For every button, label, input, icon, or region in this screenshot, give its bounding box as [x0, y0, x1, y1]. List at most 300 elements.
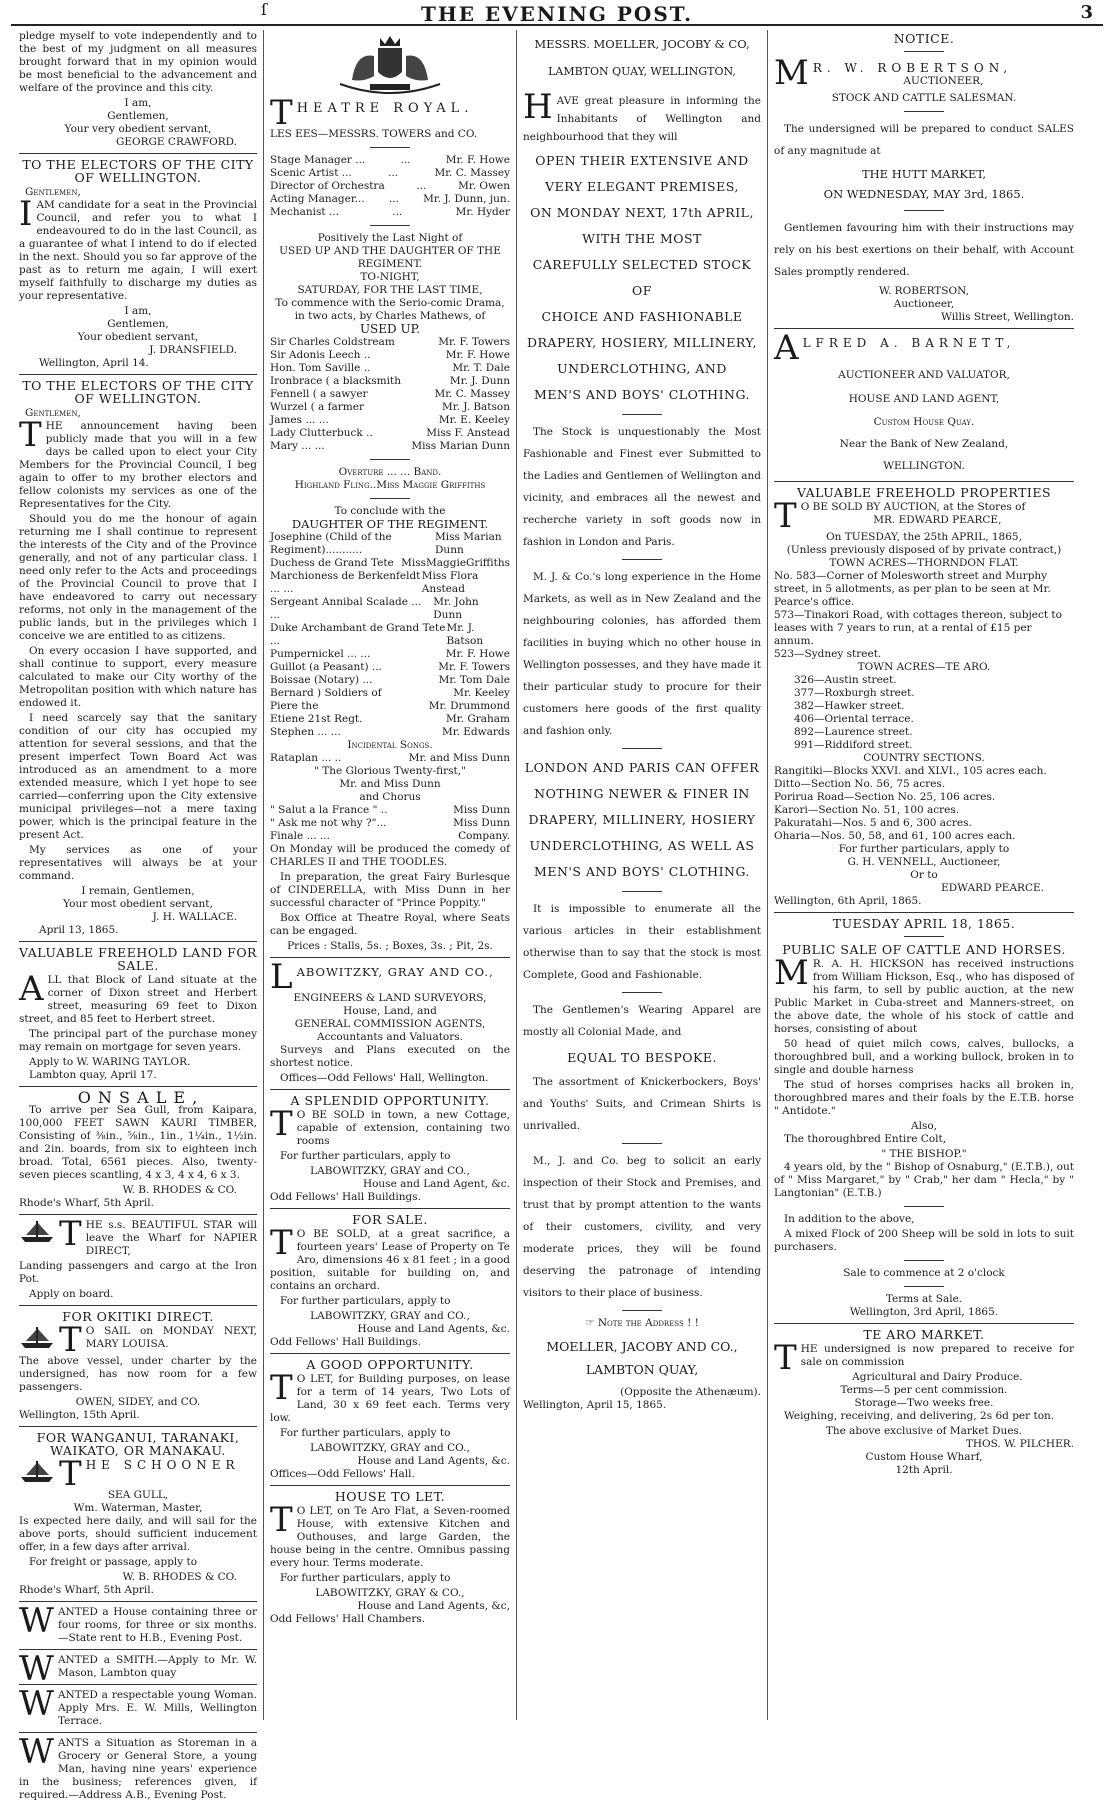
cast-row-cell: Etiene 21st Regt. — [270, 713, 363, 725]
drop-cap: W — [19, 1601, 54, 1641]
barnett-heading: LFRED A. BARNETT, — [802, 336, 1016, 350]
market-text: The above exclusive of Market Dues. — [825, 1425, 1023, 1437]
drop-cap: M — [774, 53, 809, 93]
wallace-signature: J. H. WALLACE. — [152, 911, 237, 923]
freehold-street: 382—Hawker street. — [794, 700, 905, 712]
cast-row — [270, 440, 510, 453]
robertson-line: STOCK AND CATTLE SALESMAN. — [831, 92, 1017, 104]
moeller-advert — [523, 38, 761, 1412]
dransfield-date: Wellington, April 14. — [39, 357, 149, 369]
dransfield-heading: TO THE ELECTORS OF THE CITY OF WELLINGTON. — [22, 157, 254, 185]
land-heading: VALUABLE FREEHOLD LAND FOR SALE. — [19, 945, 257, 973]
agent-line: House and Land Agents, &c. — [357, 1455, 510, 1467]
staff-row-cell: Mechanist ... — [270, 206, 339, 218]
market-text: Storage—Two weeks free. — [854, 1397, 994, 1409]
okitiki-text: O SAIL on MONDAY NEXT, MARY LOUISA. — [85, 1325, 257, 1350]
labowitzky-line: GENERAL COMMISSION AGENTS, — [294, 1018, 486, 1030]
cast-row-cell: Mr. Drummond — [428, 700, 510, 712]
moeller-headline: WITH THE MOST — [582, 231, 702, 246]
cast-row-cell: Mr. Graham — [446, 713, 510, 725]
overture-line: Overture ... ... Band. — [338, 466, 442, 478]
robertson-text: The undersigned will be prepared to conduct SALES of any magnitude at — [774, 123, 1074, 157]
staff-row — [270, 193, 510, 206]
drop-cap: T — [270, 1500, 293, 1540]
forsale-heading: FOR SALE. — [352, 1212, 428, 1227]
robertson-signature: Auctioneer, — [893, 298, 955, 310]
agent-line: Odd Fellows' Hall Buildings. — [270, 1336, 421, 1348]
wanganui-text: For freight or passage, apply to — [29, 1556, 198, 1568]
column-4 — [768, 30, 1080, 1720]
freehold-street: 892—Laurence street. — [794, 726, 913, 738]
ship-master: Wm. Waterman, Master, — [73, 1502, 203, 1514]
drop-cap: T — [774, 496, 797, 536]
cast-row-cell: Sir Charles Coldstream — [270, 336, 395, 348]
land-advert — [19, 946, 257, 1082]
agent-line: LABOWITZKY, GRAY and CO., — [310, 1310, 470, 1322]
wanted-woman — [19, 1684, 257, 1728]
cast-row — [270, 375, 510, 388]
agent-line: House and Land Agents, &c. — [357, 1323, 510, 1335]
moeller-signature: MOELLER, JACOBY AND CO., — [546, 1339, 738, 1354]
staff-row-cell: ... — [388, 167, 399, 179]
wallace-heading: TO THE ELECTORS OF THE CITY OF WELLINGTON. — [22, 378, 254, 406]
wallace-advert — [19, 379, 257, 937]
freehold-item: 523—Sydney street. — [774, 648, 882, 660]
labowitzky-line: Accountants and Valuators. — [316, 1031, 463, 1043]
forsale-advert — [270, 1213, 510, 1349]
wanted-text: ANTS a Situation as Storeman in a Grocery or General Store, a young Man, having nine years' experience in the business; references given, if required.—Address A.B., Evening Post. — [19, 1737, 257, 1801]
close-line: I am, — [124, 305, 152, 317]
song-row-cell: " Salut a la France " .. — [270, 804, 388, 816]
wanganui-address: Rhode's Wharf, 5th April. — [19, 1584, 154, 1596]
wallace-paragraph: My services as one of your representatives will always be at your command. — [19, 844, 257, 882]
market-text: Agricultural and Dairy Produce. — [852, 1371, 1023, 1383]
staff-row-cell: Acting Manager... — [270, 193, 365, 205]
moeller-paragraph: The assortment of Knickerbockers, Boys' and Youths' Suits, and Crimean Shirts is unrivalled. — [523, 1076, 761, 1132]
cast-row-cell: Duke Archambant de Grand Tete ... — [270, 622, 446, 647]
napier-text: Landing passengers and cargo at the Iron Pot. — [19, 1260, 257, 1285]
staff-row-cell: Scenic Artist ... — [270, 167, 352, 179]
hickson-text: R. A. H. HICKSON has received instructions from William Hickson, Esq., who has disposed of his farm, to sell by public auction, at the new Public Market in Cuba-street and Manners-street, on the above date, the whole of his stock of cattle and horses, consisting of about — [774, 958, 1074, 1035]
agent-line: House and Land Agents, &c, — [357, 1600, 510, 1612]
barnett-line: AUCTIONEER AND VALUATOR, — [838, 369, 1010, 381]
pointing-hand-icon: ☞ — [585, 1317, 595, 1329]
splendid-heading: A SPLENDID OPPORTUNITY. — [290, 1093, 490, 1108]
crawford-close3: Your very obedient servant, — [64, 123, 212, 135]
land-text: The principal part of the purchase money may remain on mortgage for seven years. — [19, 1028, 257, 1053]
freehold-line: (Unless previously disposed of by private contract,) — [786, 544, 1062, 556]
cast-row-cell: Mary ... ... — [270, 440, 325, 452]
song-row-cell: Finale ... ... — [270, 830, 330, 842]
cast-row-cell: James ... ... — [270, 414, 329, 426]
moeller-headline: DRAPERY, HOSIERY, MILLINERY, — [527, 335, 757, 350]
moeller-paragraph: It is impossible to enumerate all the various articles in their establishment otherwise than to say that the stock is most Complete, Good and Fashionable. — [523, 903, 761, 981]
land-apply: Apply to W. WARING TAYLOR. — [29, 1056, 191, 1068]
market-text: Weighing, receiving, and delivering, 2s 6d per ton. — [784, 1410, 1055, 1422]
okitiki-date: Wellington, 15th April. — [19, 1409, 140, 1421]
okitiki-text: The above vessel, under charter by the undersigned, has now room for a few passengers. — [19, 1355, 257, 1393]
cast-row-cell: MissMaggieGriffiths — [401, 557, 510, 569]
barnett-line: WELLINGTON. — [883, 460, 965, 472]
robertson-line: ON WEDNESDAY, MAY 3rd, 1865. — [823, 187, 1025, 201]
wanted-smith — [19, 1649, 257, 1689]
labowitzky-text: Surveys and Plans executed on the shortest notice. — [270, 1044, 510, 1069]
wanted-text: ANTED a House containing three or four rooms, for three or six months.—State rent to H.B., Evening Post. — [57, 1606, 257, 1644]
cast-row — [270, 713, 510, 726]
freehold-section: Rangitiki—Blocks XXVI. and XLVI., 105 acres each. — [774, 765, 1047, 777]
ship-icon — [19, 1325, 55, 1349]
market-advert — [774, 1328, 1074, 1477]
cast-row — [270, 401, 510, 414]
labowitzky-line: ENGINEERS & LAND SURVEYORS, — [293, 992, 487, 1004]
theatre-monday: On Monday will be produced the comedy of CHARLES II and THE TOODLES. — [270, 843, 510, 868]
onsale-signature: W. B. RHODES & CO. — [122, 1184, 237, 1196]
hickson-heading: PUBLIC SALE OF CATTLE AND HORSES. — [782, 942, 1066, 957]
close-line: I remain, Gentlemen, — [81, 885, 195, 897]
labowitzky-advert — [270, 957, 510, 1085]
market-text: Terms—5 per cent commission. — [840, 1384, 1008, 1396]
robertson-signature: W. ROBERTSON, — [879, 285, 969, 297]
onsale-heading: O N S A L E , — [77, 1088, 199, 1107]
drop-cap: T — [270, 1223, 293, 1263]
staff-row — [270, 154, 510, 167]
song-row-cell: Miss Dunn — [453, 804, 510, 816]
splendid-text: For further particulars, apply to — [280, 1150, 451, 1162]
freehold-line: O BE SOLD BY AUCTION, at the Stores of — [800, 501, 1026, 513]
cast-row — [270, 726, 510, 739]
agent-line: LABOWITZKY, GRAY and CO., — [310, 1165, 470, 1177]
moeller-paragraph: The Gentlemen's Wearing Apparel are mostly all Colonial Made, and — [523, 1004, 761, 1038]
staff-row-cell: ... — [388, 193, 399, 205]
cast-row-cell: Stephen ... ... — [270, 726, 341, 738]
moeller-headline: LONDON AND PARIS CAN OFFER — [524, 760, 760, 775]
staff-row-cell: Mr. C. Massey — [434, 167, 510, 179]
cast-row-cell: Josephine (Child of the Regiment)........... — [270, 531, 392, 556]
cast-row — [270, 570, 510, 596]
song-list — [270, 804, 510, 843]
cast-row-cell: Marchioness de Berkenfeldt ... ... — [270, 570, 421, 595]
robertson-text: Gentlemen favouring him with their instructions may rely on his best exertions on their behalf, with Account Sales promptly rendered. — [774, 222, 1074, 278]
cast-list — [270, 336, 510, 453]
moeller-headline: VERY ELEGANT PREMISES, — [545, 179, 739, 194]
drop-cap: L — [270, 957, 293, 997]
freehold-item: 573—Tinakori Road, with cottages thereon, subject to leases with 7 years to run, at a rental of £15 per annum. — [774, 609, 1062, 647]
good-text: For further particulars, apply to — [280, 1427, 451, 1439]
hickson-text: Also, — [911, 1120, 937, 1132]
staff-row-cell: Director of Orchestra — [270, 180, 385, 192]
cast-row-cell: Mr. T. Dale — [452, 362, 510, 374]
moeller-date: Wellington, April 15, 1865. — [523, 1399, 667, 1411]
cast-row — [270, 362, 510, 375]
wanganui-advert — [19, 1431, 257, 1597]
cast-row-cell: Mr. Keeley — [453, 687, 510, 699]
theatre-heading: HEATRE ROYAL. — [296, 101, 474, 116]
agent-line: Offices—Odd Fellows' Hall. — [270, 1468, 415, 1480]
freehold-agent: EDWARD PEARCE. — [941, 882, 1044, 894]
cast-row — [270, 427, 510, 440]
house-heading: HOUSE TO LET. — [334, 1489, 446, 1504]
song-performer: Mr. and Miss Dunn — [408, 752, 510, 764]
cast-row-cell: Wurzel ( a farmer — [270, 401, 364, 413]
hickson-text: A mixed Flock of 200 Sheep will be sold in lots to suit purchasers. — [774, 1228, 1074, 1253]
wallace-salute: Gentlemen, — [25, 407, 81, 419]
freehold-date: Wellington, 6th April, 1865. — [774, 895, 922, 907]
market-text: HE undersigned is now prepared to receive for sale on commission — [800, 1343, 1074, 1368]
dransfield-text: AM candidate for a seat in the Provincial Council, and refer you to what I endeavoured to do in the last Council, as a guarantee of what I intend to do if elected in the next. Should you so far approve of the past as to return me again, I will exert myself faithfully to discharge my duties as your representative. — [19, 199, 257, 302]
onsale-text: To arrive per Sea Gull, from Kaipara, 100,000 FEET SAWN KAURI TIMBER, Consisting of ⅜in., ⅝in., 1in., 1¼in., 1½in. and 2in. boards, from six to eighteen inch broad. Total, 6561 pieces. Also, twenty-seven pieces scantling, 4 x 3, 4 x 4, 6 x 3. — [19, 1104, 257, 1181]
firm-address: LAMBTON QUAY, WELLINGTON, — [548, 65, 736, 78]
moeller-headline: MEN'S AND BOYS' CLOTHING. — [534, 864, 750, 879]
robertson-advert — [774, 53, 1074, 324]
moeller-headline: CHOICE AND FASHIONABLE — [541, 309, 743, 324]
wallace-paragraph: HE announcement having been publicly made that you will in a few days be called upon to elect your City Members for the Provincial Council, I beg again to offer to my brother electors and fellow colonists my services as one of the Representatives for the City. — [19, 420, 257, 510]
cast-row — [270, 661, 510, 674]
cast-row-cell: Mr. Edwards — [441, 726, 510, 738]
drop-cap: T — [59, 1320, 82, 1360]
drop-cap: H — [523, 87, 553, 127]
hickson-date: TUESDAY APRIL 18, 1865. — [832, 916, 1016, 931]
cast-row-cell: Mr. J. Batson — [446, 622, 484, 647]
cast-row — [270, 596, 510, 622]
cast-row-cell: Mr. John Dunn — [433, 596, 479, 621]
moeller-headline: CAREFULLY SELECTED STOCK OF — [532, 257, 752, 298]
staff-row-cell: ... — [400, 154, 411, 166]
labowitzky-heading: ABOWITZKY, GRAY AND CO., — [296, 965, 494, 979]
song-row — [270, 804, 510, 817]
freehold-line: On TUESDAY, the 25th APRIL, 1865, — [826, 531, 1022, 543]
market-date: 12th April. — [895, 1464, 953, 1476]
wanganui-signature: W. B. RHODES & CO. — [122, 1571, 237, 1583]
cast-row-cell: Mr. J. Batson — [441, 401, 510, 413]
market-signature: THOS. W. PILCHER. — [965, 1438, 1074, 1450]
hickson-text: 50 head of quiet milch cows, calves, bullocks, a thoroughbred bull, and a working bullock, broken in to single and double harness — [774, 1038, 1074, 1076]
theatre-box: Box Office at Theatre Royal, where Seats can be engaged. — [270, 912, 510, 937]
freehold-section: Oharia—Nos. 50, 58, and 61, 100 acres each. — [774, 830, 1016, 842]
staff-row-cell: Mr. J. Dunn, jun. — [423, 193, 510, 205]
wallace-paragraph: On every occasion I have supported, and shall continue to support, every measure calculated to make our City worthy of the Metropolitan position with which nature has endowed it. — [19, 645, 257, 709]
cast-row-cell: Piere the — [270, 700, 319, 712]
theatre-notice: USED UP AND THE DAUGHTER OF THE REGIMENT. — [279, 245, 501, 270]
agent-line: LABOWITZKY, GRAY & CO., — [315, 1587, 465, 1599]
wallace-paragraph: Should you do me the honour of again returning me I shall continue to represent the interests of the City and of the Province generally, and not of any particular class. I need only refer to the Acts and proceedings of the Provincial Council to prove that I have endeavored to carry out necessary reforms, not only in the management of the public lands, but in the privileges which I conceive we are entitled to as citizens. — [19, 513, 257, 642]
page-mark: ſ — [261, 0, 267, 19]
cast-row — [270, 388, 510, 401]
drop-cap: A — [19, 969, 44, 1009]
moeller-headlines — [523, 148, 761, 408]
drop-cap: T — [59, 1454, 82, 1494]
crawford-text: pledge myself to vote independently and to the best of my judgment on all measures brought forward that in my opinion would be most beneficial to the advancement and welfare of the province and this city. — [19, 30, 257, 94]
cast-row-cell: Mr. F. Howe — [445, 349, 510, 361]
onsale-advert — [19, 1088, 257, 1210]
song-row-cell: " Ask me not why ?"... — [270, 817, 387, 829]
staff-row — [270, 206, 510, 219]
drop-cap: T — [59, 1214, 82, 1254]
freehold-sections — [774, 765, 1074, 843]
agent-line: Odd Fellows' Hall Buildings. — [270, 1191, 421, 1203]
staff-row-cell: Stage Manager ... — [270, 154, 366, 166]
freehold-line: TOWN ACRES—THORNDON FLAT. — [829, 557, 1019, 569]
moeller-headline: UNDERCLOTHING, AND — [557, 361, 727, 376]
close-line: Your most obedient servant, — [63, 898, 213, 910]
cast-row-cell: Lady Clutterbuck .. — [270, 427, 373, 439]
house-advert — [270, 1490, 510, 1626]
cast-row — [270, 648, 510, 661]
moeller-headline: MEN'S AND BOYS' CLOTHING. — [534, 387, 750, 402]
drop-cap: W — [19, 1732, 54, 1772]
drop-cap: W — [19, 1649, 54, 1689]
crawford-close: I am, — [124, 97, 152, 109]
wanganui-headline: HE SCHOONER — [85, 1458, 240, 1472]
wanted-text: ANTED a SMITH.—Apply to Mr. W. Mason, Lambton quay — [57, 1654, 257, 1679]
ship-icon — [19, 1219, 55, 1243]
staff-row-cell: ... — [416, 180, 427, 192]
hickson-text: The thoroughbred Entire Colt, — [784, 1133, 947, 1145]
freehold-section: Karori—Section No. 51, 100 acres. — [774, 804, 960, 816]
freehold-advert — [774, 486, 1074, 908]
drop-cap: I — [19, 194, 33, 234]
agent-line: LABOWITZKY, GRAY and CO., — [310, 1442, 470, 1454]
moeller-headline: ON MONDAY NEXT, 17th APRIL, — [530, 205, 754, 220]
address-note: Note the Address ! ! — [597, 1317, 699, 1329]
incidental-songs: Incidental Songs. — [347, 739, 433, 751]
crawford-advert — [19, 30, 257, 149]
column-1 — [13, 30, 264, 1801]
forsale-text: For further particulars, apply to — [280, 1295, 451, 1307]
land-text: LL that Block of Land situate at the corner of Dixon street and Herbert street, measuring 69 feet to Dixon street, and 85 feet to Herbert street. — [19, 974, 257, 1025]
theatre-saturday: SATURDAY, FOR THE LAST TIME, — [297, 284, 483, 296]
cast-row — [270, 674, 510, 687]
hickson-terms: Terms at Sale. — [885, 1293, 963, 1305]
staff-row — [270, 180, 510, 193]
barnett-line: HOUSE AND LAND AGENT, — [848, 393, 1000, 405]
good-text: O LET, for Building purposes, on lease for a term of 14 years, Two Lots of Land, 30 x 69 feet each. Terms very low. — [270, 1373, 510, 1424]
cast-row — [270, 557, 510, 570]
moeller-headline: NOTHING NEWER & FINER IN — [534, 786, 750, 801]
hickson-text: The stud of horses comprises hacks all broken in, thoroughbred mares and their foals by the E.T.B. horse " Antidote." — [774, 1079, 1074, 1117]
agent-line: Odd Fellows' Hall Chambers. — [270, 1613, 426, 1625]
cast-row-cell: Mr. F. Towers — [438, 336, 510, 348]
firm-name: MESSRS. MOELLER, JOCOBY & CO, — [534, 37, 750, 51]
drop-cap: A — [774, 328, 799, 368]
hickson-advert — [774, 917, 1074, 1319]
freehold-agent: G. H. VENNELL, Auctioneer, — [847, 856, 1001, 868]
moeller-headlines — [523, 755, 761, 885]
robertson-line: AUCTIONEER, — [903, 75, 984, 87]
theatre-notice: Positively the Last Night of — [317, 232, 463, 244]
cast-row — [270, 687, 510, 700]
cast-row — [270, 336, 510, 349]
moeller-paragraph: The Stock is unquestionably the Most Fashionable and Finest ever Submitted to the Ladies and Gentlemen of Wellington and vicinity, and embraces all the newest and recherche variety in soft goods now in fashion in London and Paris. — [523, 426, 761, 548]
cast-row-cell: Fennell ( a sawyer — [270, 388, 368, 400]
royal-crest-icon — [330, 32, 450, 96]
freehold-line: MR. EDWARD PEARCE, — [873, 514, 1002, 526]
song-row — [270, 817, 510, 830]
cast-row — [270, 531, 510, 557]
hickson-sale: Sale to commence at 2 o'clock — [843, 1267, 1005, 1279]
drop-cap: M — [774, 953, 809, 993]
labowitzky-line: House, Land, and — [343, 1005, 437, 1017]
cast-row-cell: Boissae (Notary) ... — [270, 674, 373, 686]
good-opportunity-advert — [270, 1358, 510, 1481]
drop-cap: T — [270, 1368, 293, 1408]
cast-row-cell: Mr. C. Massey — [434, 388, 510, 400]
drop-cap: T — [270, 1104, 293, 1144]
napier-advert — [19, 1214, 257, 1301]
cast-row — [270, 622, 510, 648]
freehold-apply: For further particulars, apply to — [838, 843, 1010, 855]
ship-icon — [19, 1459, 55, 1483]
cast-row-cell: Sir Adonis Leech .. — [270, 349, 371, 361]
freehold-agent: Or to — [910, 869, 938, 881]
wanted-house — [19, 1601, 257, 1645]
freehold-section: Pakuratahi—Nos. 5 and 6, 300 acres. — [774, 817, 972, 829]
moeller-paragraph: M., J. and Co. beg to solicit an early inspection of their Stock and Premises, and trust that by prompt attention to the wants of their customers, civility, and very moderate prices, they will be found deserving the patronage of intending visitors to their place of business. — [523, 1155, 761, 1299]
robertson-signature: Willis Street, Wellington. — [941, 311, 1074, 323]
crawford-close2: Gentlemen, — [107, 110, 169, 122]
napier-text: HE s.s. BEAUTIFUL STAR will leave the Wharf for NAPIER DIRECT, — [85, 1219, 257, 1257]
column-2 — [264, 30, 517, 1720]
newspaper-page — [7, 0, 1107, 1801]
song-row — [270, 830, 510, 843]
cast-row-cell: Hon. Tom Saville .. — [270, 362, 371, 374]
cast-row-cell: Sergeant Annibal Scalade ... ... — [270, 596, 422, 621]
drop-cap: T — [270, 93, 293, 133]
cast-row-cell: Mr. F. Howe — [445, 648, 510, 660]
drop-cap: T — [19, 415, 42, 455]
page-number: 3 — [1080, 2, 1093, 23]
song-title: Rataplan ... .. — [270, 752, 342, 764]
freehold-subheading: COUNTRY SECTIONS. — [863, 752, 985, 764]
forsale-text: O BE SOLD, at a great sacrifice, a fourteen years' Lease of Property on Te Aro, dimensions 46 x 81 feet ; in a good position, suitable for building on, and contains an orchard. — [270, 1228, 510, 1292]
crawford-signature: GEORGE CRAWFORD. — [115, 136, 237, 148]
cast-row-cell: Mr. Tom Dale — [438, 674, 510, 686]
wanted-text: ANTED a respectable young Woman. Apply Mrs. E. W. Mills, Wellington Terrace. — [57, 1689, 257, 1727]
freehold-streets — [774, 674, 1074, 752]
dransfield-advert — [19, 158, 257, 370]
cast-row — [270, 700, 510, 713]
okitiki-signature: OWEN, SIDEY, and CO. — [75, 1396, 201, 1408]
theatre-advert — [270, 93, 510, 953]
song-performer: Mr. and Miss Dunn — [339, 778, 441, 790]
land-address: Lambton quay, April 17. — [29, 1069, 157, 1081]
freehold-street: 326—Austin street. — [794, 674, 897, 686]
hickson-text: In addition to the above, — [784, 1213, 915, 1225]
freehold-section: Porirua Road—Section No. 25, 106 acres. — [774, 791, 996, 803]
moeller-paragraph: M. J. & Co.'s long experience in the Home Markets, as well as in New Zealand and the neighbouring colonies, has afforded them facilities in buying which no other house in Wellington possesses, and they have made it their particular study to procure for their customers here goods of the first quality and fashion only. — [523, 571, 761, 737]
freehold-street: 406—Oriental terrace. — [794, 713, 914, 725]
play-title: DAUGHTER OF THE REGIMENT. — [291, 517, 489, 531]
napier-text: Apply on board. — [29, 1288, 114, 1300]
dransfield-salute: Gentlemen, — [25, 186, 81, 198]
song-row-cell: Company. — [458, 830, 510, 842]
cast-row-cell: Miss Marian Dunn — [411, 440, 510, 452]
house-text: For further particulars, apply to — [280, 1572, 451, 1584]
moeller-equal: EQUAL TO BESPOKE. — [567, 1050, 717, 1065]
splendid-text: O BE SOLD in town, a new Cottage, capable of extension, containing two rooms — [296, 1109, 510, 1147]
good-heading: A GOOD OPPORTUNITY. — [306, 1357, 474, 1372]
cast-row-cell: Miss Flora Anstead — [421, 570, 479, 595]
house-text: O LET, on Te Aro Flat, a Seven-roomed House, with extensive Kitchen and Outhouses, and large Garden, the house being in the centre. Omnibus passing every hour. Terms moderate. — [270, 1505, 510, 1569]
market-heading: TE ARO MARKET. — [863, 1327, 985, 1342]
theatre-conclude: To conclude with the — [334, 505, 446, 517]
staff-row-cell: ... — [392, 206, 403, 218]
cast-row-cell: Duchess de Grand Tete — [270, 557, 394, 569]
drop-cap: T — [774, 1338, 797, 1378]
wallace-paragraph: I need scarcely say that the sanitary condition of our city has occupied my attention for several sessions, and that the present imperfect Town Board Act was introduced as an amendment to a more extended measure, which I yet hope to see carried—conferring upon the City extensive municipal privileges—not a mere taxing power, which is the principal feature in the present Act. — [19, 712, 257, 841]
freehold-section: Ditto—Section No. 56, 75 acres. — [774, 778, 946, 790]
freehold-street: 991—Riddiford street. — [794, 739, 913, 751]
hickson-text: 4 years old, by the " Bishop of Osnaburg," (E.T.B.), out of " Miss Margaret," by " Crab," her dam " Hecla," by " Langtonian" (E.T.B.) — [774, 1161, 1074, 1199]
